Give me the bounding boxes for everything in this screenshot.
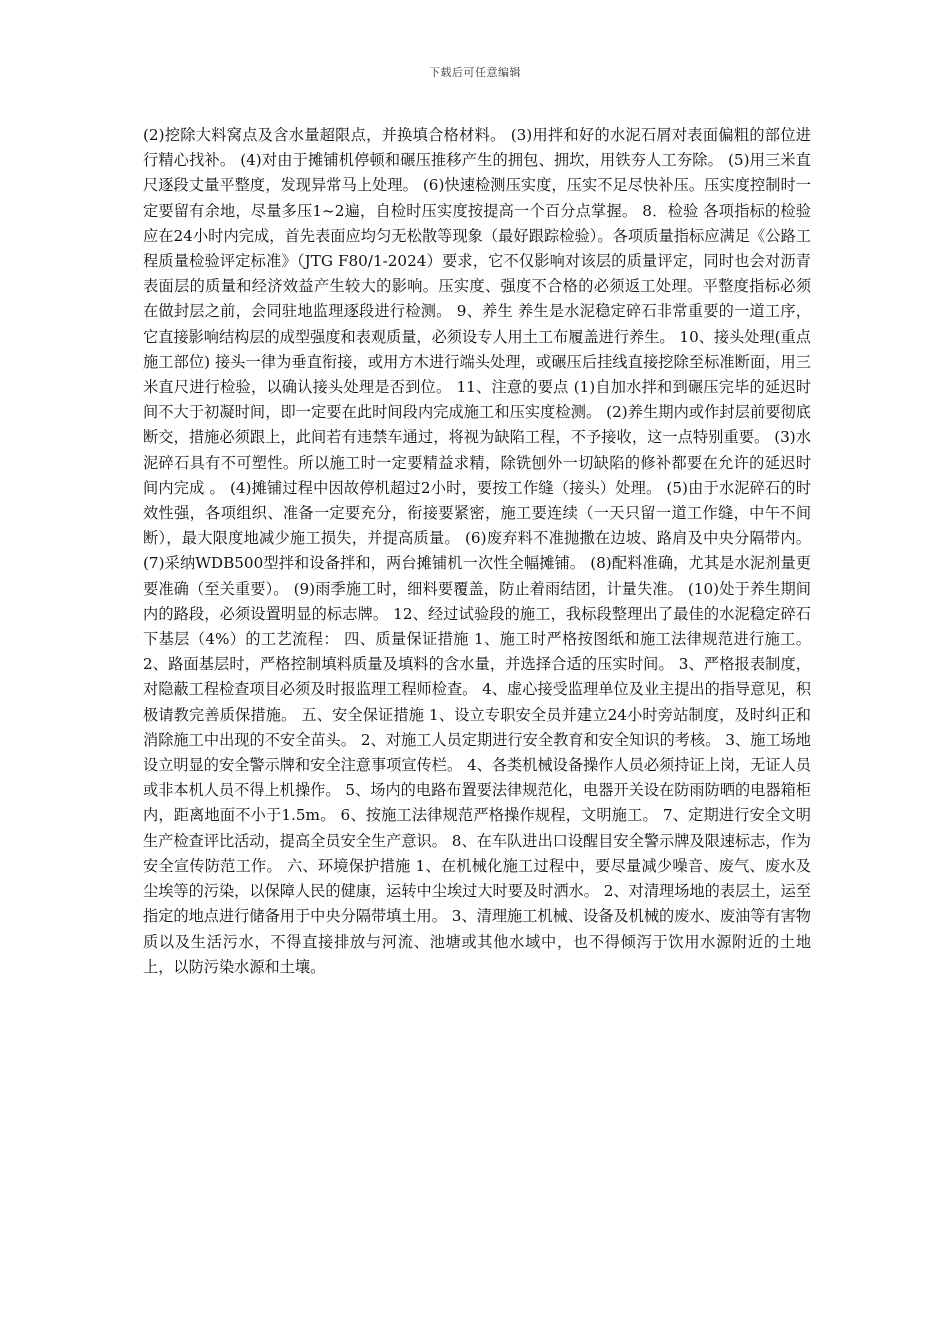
- body-paragraph: (2)挖除大料窝点及含水量超限点，并换填合格材料。 (3)用拌和好的水泥石屑对表面偏粗的部位进行精心找补。 (4)对由于摊铺机停顿和碾压推移产生的拥包、拥坎，用铁夯人工夯除。 (5)用三米直尺逐段丈量平整度，发现异常马上处理。 (6)快速检测压实度，压实不足尽快补压。压实度控制时一定要留有余地，尽量多压1~2遍，自检时压实度按提高一个百分点掌握。 8．检验 各项指标的检验应在24小时内完成，首先表面应均匀无松散等现象（最好跟踪检验）。各项质量指标应满足《公路工程质量检验评定标准》（JTG F80/1-2024）要求，它不仅影响对该层的质量评定，同时也会对沥青表面层的质量和经济效益产生较大的影响。压实度、强度不合格的必须返工处理。平整度指标必须在做封层之前，会同驻地监理逐段进行检测。 9、养生 养生是水泥稳定碎石非常重要的一道工序，它直接影响结构层的成型强度和表观质量，必须设专人用土工布履盖进行养生。 10、接头处理(重点施工部位) 接头一律为垂直衔接，或用方木进行端头处理，或碾压后挂线直接挖除至标准断面，用三米直尺进行检验，以确认接头处理是否到位。 11、注意的要点 (1)自加水拌和到碾压完毕的延迟时间不大于初凝时间，即一定要在此时间段内完成施工和压实度检测。 (2)养生期内或作封层前要彻底断交，措施必须跟上，此间若有违禁车通过，将视为缺陷工程，不予接收，这一点特别重要。 (3)水泥碎石具有不可塑性。所以施工时一定要精益求精，除铣刨外一切缺陷的修补都要在允许的延迟时间内完成 。 (4)摊铺过程中因故停机超过2小时，要按工作缝（接头）处理。 (5)由于水泥碎石的时效性强，各项组织、准备一定要充分，衔接要紧密，施工要连续（一天只留一道工作缝，中午不间断），最大限度地减少施工损失，并提高质量。 (6)废弃料不准抛撒在边坡、路肩及中央分隔带内。 (7)采纳WDB500型拌和设备拌和，两台摊铺机一次性全幅摊铺。 (8)配料准确，尤其是水泥剂量更要准确（至关重要）。 (9)雨季施工时，细料要覆盖，防止着雨结团，计量失准。 (10)处于养生期间内的路段，必须设置明显的标志牌。 12、经过试验段的施工，我标段整理出了最佳的水泥稳定碎石下基层（4%）的工艺流程： 四、质量保证措施 1、施工时严格按图纸和施工法律规范进行施工。 2、路面基层时，严格控制填料质量及填料的含水量，并选择合适的压实时间。 3、严格报表制度，对隐蔽工程检查项目必须及时报监理工程师检查。 4、虚心接受监理单位及业主提出的指导意见，积极请教完善质保措施。 五、安全保证措施 1、设立专职安全员并建立24小时旁站制度，及时纠正和消除施工中出现的不安全苗头。 2、对施工人员定期进行安全教育和安全知识的考核。 3、施工场地设立明显的安全警示牌和安全注意事项宣传栏。 4、各类机械设备操作人员必须持证上岗，无证人员或非本机人员不得上机操作。 5、场内的电路布置要法律规范化，电器开关设在防雨防晒的电器箱柜内，距离地面不小于1.5m。 6、按施工法律规范严格操作规程，文明施工。 7、定期进行安全文明生产检查评比活动，提高全员安全生产意识。 8、在车队进出口设醒目安全警示牌及限速标志，作为安全宣传防范工作。 六、环境保护措施 1、在机械化施工过程中，要尽量减少噪音、废气、废水及尘埃等的污染，以保障人民的健康，运转中尘埃过大时要及时洒水。 2、对清理场地的表层土，运至指定的地点进行储备用于中央分隔带填土用。 3、清理施工机械、设备及机械的废水、废油等有害物质以及生活污水，不得直接排放与河流、池塘或其他水域中，也不得倾泻于饮用水源附近的土地上，以防污染水源和土壤。: [143, 126, 811, 976]
- page-header: 下载后可任意编辑: [429, 66, 521, 79]
